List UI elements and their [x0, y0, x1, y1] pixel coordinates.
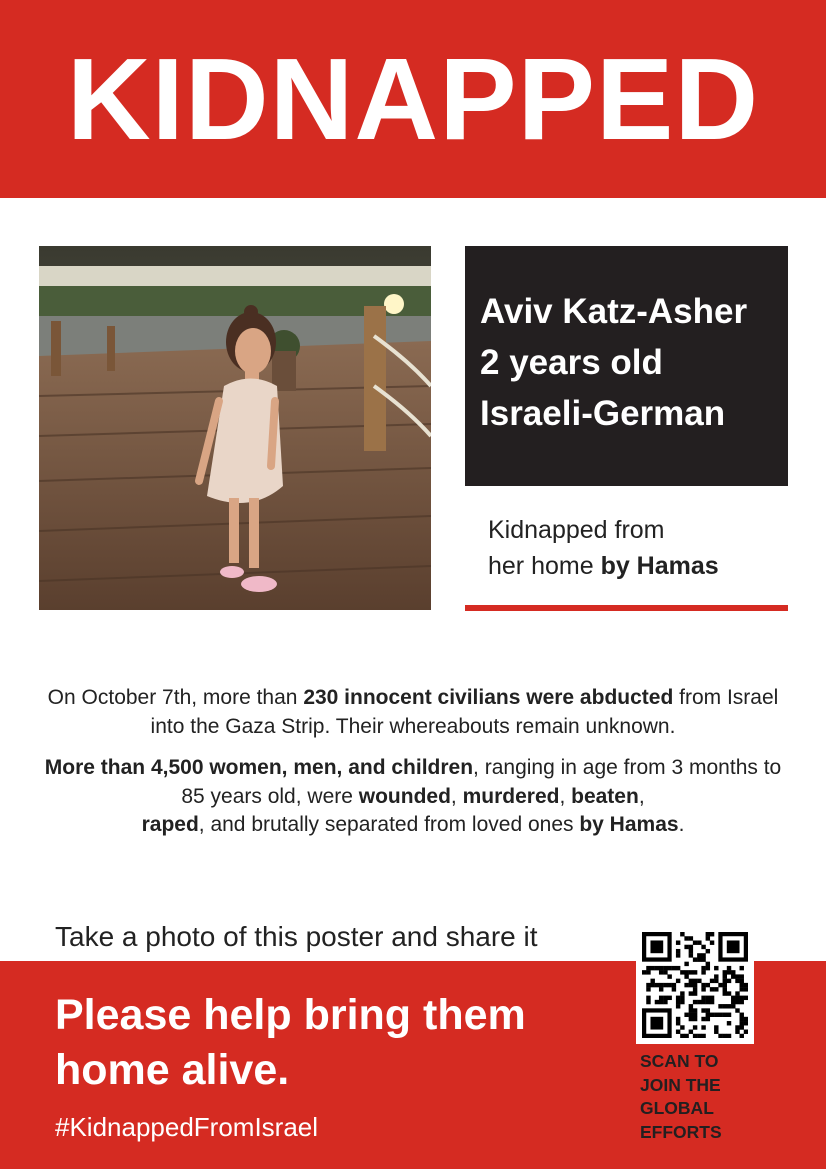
para2-bold-1: More than 4,500 women, men, and children	[44, 756, 474, 779]
hashtag: #KidnappedFromIsrael	[55, 1112, 319, 1142]
qr-code-icon[interactable]	[636, 926, 754, 1044]
share-instruction: Take a photo of this poster and share it	[55, 921, 538, 952]
para2-text-4: ,	[638, 784, 645, 808]
para2-text-1: , ranging in age from 3 months to 85 years old, were	[181, 756, 782, 808]
para2-bold-5: raped	[141, 813, 199, 836]
scan-line2: JOIN THE	[640, 1074, 721, 1095]
name-box	[465, 246, 788, 486]
para2-text-3: ,	[559, 784, 572, 808]
para2-bold-2: wounded	[358, 784, 451, 808]
call-to-action-line2: home alive.	[55, 1046, 290, 1094]
call-to-action-line1: Please help bring them	[55, 991, 526, 1039]
call-to-action	[55, 988, 526, 1098]
kidnapped-from-bold: by Hamas	[600, 552, 719, 580]
para2-text-2: ,	[450, 784, 463, 808]
para1-text-2: from Israel into the Gaza Strip. Their whereabouts remain unknown.	[150, 686, 779, 738]
para2-bold-4: beaten	[571, 784, 639, 808]
scan-line4: EFFORTS	[640, 1121, 722, 1142]
para1-bold-1: 230 innocent civilians were abducted	[303, 686, 674, 709]
headline: KIDNAPPED	[66, 34, 760, 164]
person-nationality: Israeli-German	[480, 394, 726, 433]
para2-bold-6: by Hamas	[579, 813, 679, 836]
kidnapped-from-line1: Kidnapped from	[488, 516, 665, 544]
kidnapped-from	[488, 512, 719, 584]
paragraph-victims	[40, 754, 786, 840]
para2-bold-3: murdered	[462, 784, 560, 808]
qr-code-graphic	[642, 932, 748, 1038]
person-age: 2 years old	[480, 343, 663, 382]
scan-line3: GLOBAL	[640, 1098, 714, 1118]
child-photo-illustration	[39, 246, 431, 610]
scan-line1: SCAN TO	[640, 1051, 719, 1071]
scan-label	[640, 1050, 790, 1144]
kidnapped-from-line2	[488, 548, 719, 584]
red-divider	[465, 605, 788, 611]
kidnapped-from-prefix: her home	[488, 552, 601, 580]
paragraph-abduction	[40, 684, 786, 741]
para2-text-5: , and brutally separated from loved ones	[198, 813, 580, 836]
person-name: Aviv Katz-Asher	[480, 292, 748, 331]
para2-text-6: .	[678, 813, 685, 836]
para1-text-1: On October 7th, more than	[47, 686, 304, 709]
child-photo	[39, 246, 431, 610]
